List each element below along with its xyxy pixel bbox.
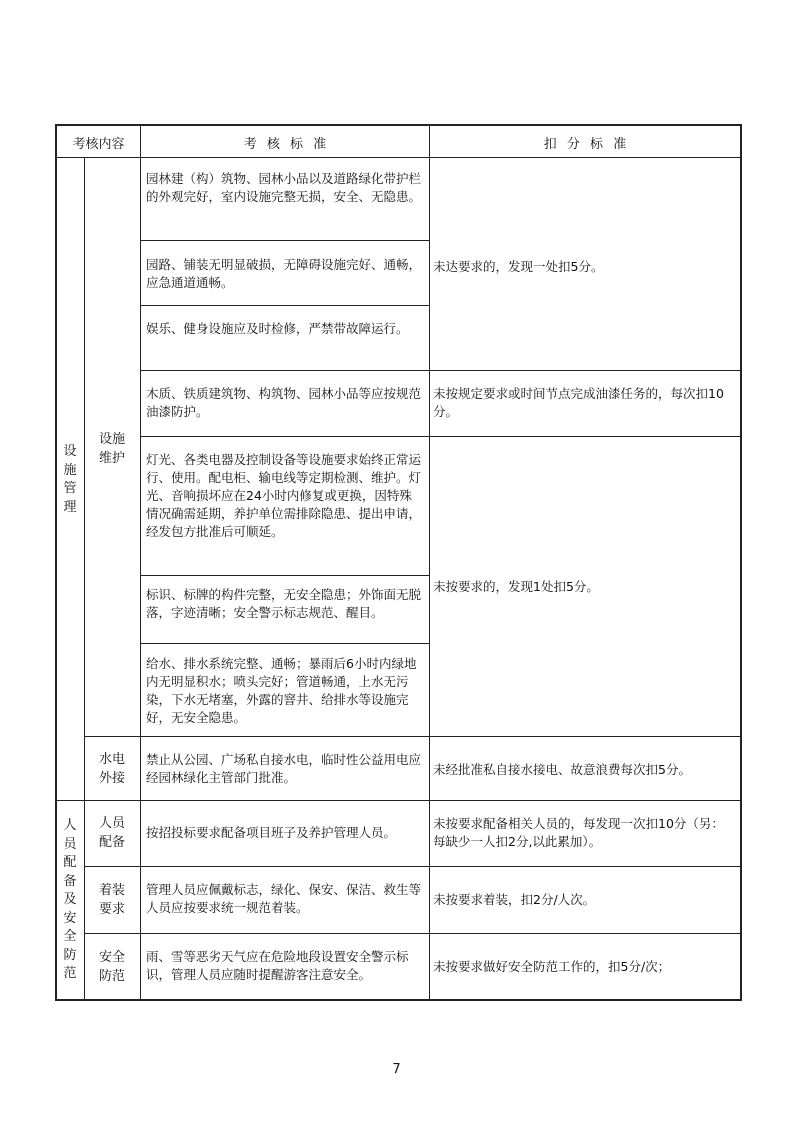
standard-cell: 娱乐、健身设施应及时检修，严禁带故障运行。 <box>146 321 409 336</box>
deduction-cell: 未达要求的，发现一处扣5分。 <box>433 259 604 274</box>
standard-cell: 管理人员应佩戴标志，绿化、保安、保洁、救生等人员应按要求统一规范着装。 <box>146 882 422 915</box>
section-title-staffing-safety: 人员配备及安全防范 <box>63 818 77 981</box>
deduction-cell: 未按要求配备相关人员的，每发现一次扣10分（另：每缺少一人扣2分,以此累加）。 <box>433 816 724 849</box>
sub-label-dress-code: 着装要求 <box>98 883 125 917</box>
col-divider-2 <box>140 124 141 1001</box>
row-divider <box>84 933 741 934</box>
header-deduction: 扣 分 标 准 <box>543 137 627 152</box>
deduction-cell: 未按要求的，发现1处扣5分。 <box>433 579 599 594</box>
row-divider <box>140 643 429 644</box>
row-divider <box>140 575 429 576</box>
page-number: 7 <box>392 1062 401 1077</box>
header-content: 考核内容 <box>72 137 125 152</box>
section-title-facility: 设施管理 <box>63 444 77 515</box>
standard-cell: 木质、铁质建筑物、构筑物、园林小品等应按规范油漆防护。 <box>146 386 422 419</box>
table-border-top <box>55 124 741 126</box>
col-divider-1 <box>84 157 85 1001</box>
section-divider <box>55 800 741 801</box>
sub-label-staffing: 人员配备 <box>98 816 125 850</box>
sub-label-safety: 安全防范 <box>98 950 125 984</box>
standard-cell: 禁止从公园、广场私自接水电，临时性公益用电应经园林绿化主管部门批准。 <box>146 752 422 785</box>
header-standard: 考 核 标 准 <box>243 137 327 152</box>
deduction-cell: 未按要求做好安全防范工作的，扣5分/次； <box>433 959 671 974</box>
standard-cell: 园路、铺装无明显破损，无障碍设施完好、通畅，应急通道通畅。 <box>146 257 422 290</box>
row-divider <box>84 866 741 867</box>
sub-label-water-electric: 水电外接 <box>98 752 125 786</box>
deduction-cell: 未按要求着装，扣2分/人次。 <box>433 892 596 907</box>
sub-label-facility-maintenance: 设施维护 <box>98 432 125 466</box>
row-divider <box>140 240 429 241</box>
table-border-right <box>740 124 742 1001</box>
col-divider-3 <box>429 124 430 1001</box>
standard-cell: 灯光、各类电器及控制设备等设施要求始终正常运行、使用。配电柜、输电线等定期检测、维护。灯光、音响损坏应在24小时内修复或更换，因特殊情况确需延期，养护单位需排除隐患、提出申请，经发包方批准后可顺延。 <box>146 452 422 539</box>
deduction-cell: 未按规定要求或时间节点完成油漆任务的，每次扣10分。 <box>433 386 724 419</box>
standard-cell: 按招投标要求配备项目班子及养护管理人员。 <box>146 825 397 840</box>
table-border-left <box>55 124 57 1001</box>
row-divider <box>140 305 429 306</box>
standard-cell: 标识、标牌的构件完整，无安全隐患；外饰面无脱落，字迹清晰；安全警示标志规范、醒目。 <box>146 587 422 620</box>
row-divider <box>140 436 741 437</box>
standard-cell: 给水、排水系统完整、通畅；暴雨后6小时内绿地内无明显积水；喷头完好；管道畅通，上水无污染，下水无堵塞，外露的窨井、给排水等设施完好，无安全隐患。 <box>146 656 417 725</box>
standard-cell: 园林建（构）筑物、园林小品以及道路绿化带护栏的外观完好，室内设施完整无损，安全、无隐患。 <box>146 171 422 204</box>
header-bottom-line <box>55 157 741 158</box>
standard-cell: 雨、雪等恶劣天气应在危险地段设置安全警示标识，管理人员应随时提醒游客注意安全。 <box>146 949 409 982</box>
row-divider <box>140 370 741 371</box>
row-divider <box>84 736 741 737</box>
deduction-cell: 未经批准私自接水接电、故意浪费每次扣5分。 <box>433 762 691 777</box>
table-border-bottom <box>55 999 741 1001</box>
